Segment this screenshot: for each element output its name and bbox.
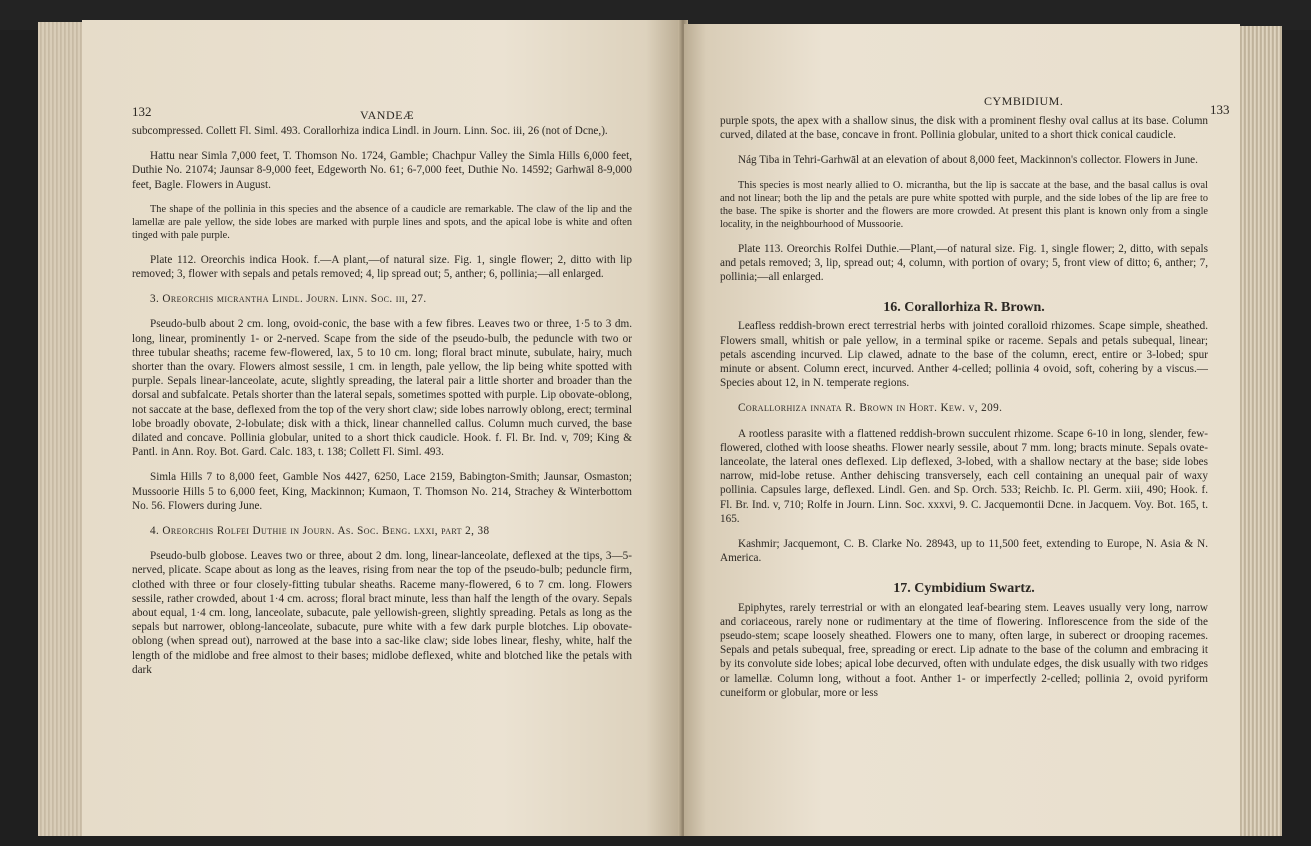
note-paragraph: The shape of the pollinia in this species and the absence of a caudicle are remarkable. The claw of the lip and the lamellæ are pale yellow, the side lobes are marked with purple lines and spots, and the apical lobe is white and often tinged with pale purple.	[132, 203, 632, 241]
locality-paragraph: Nág Tiba in Tehri-Garhwāl at an elevation of about 8,000 feet, Mackinnon's collector. Flowers in June.	[738, 154, 1198, 167]
note-paragraph: This species is most nearly allied to O. micrantha, but the lip is saccate at the base, and the basal callus is oval and not linear; both the lip and the petals are pure white spotted with purple, and the side lobes of the lip are free to the base. The spike is shorter and the flowers are more crowded. At present this plant is known only from a single locality, in the neighbourhood of Mussoorie.	[720, 179, 1208, 230]
genus-description: Epiphytes, rarely terrestrial or with an elongated leaf-bearing stem. Leaves usually very long, narrow and coriaceous, rarely none or rudimentary at the time of flowering. Inflorescence from the side of the pseudo-stem; scape loosely sheathed. Flowers one to many, often large, in suberect or drooping racemes. Sepals and petals subequal, free, spreading or erect. Lip adnate to the base of the column and embracing it by its convolute side lobes; apical lobe decurved, often with undulate edges, the disk usually with two ridges or lamellæ. Column long, without a foot. Anther 1- or imperfectly 2-celled; pollinia 2, ovoid pyriform cuneiform or globular, more or less	[720, 601, 1208, 699]
plate-caption: Plate 112. Oreorchis indica Hook. f.—A plant,—of natural size. Fig. 1, single flower; 2, ditto with lip removed; 3, flower with sepals and petals removed; 4, lip spread out; 5, anther; 6, pollinia;—all enlarged.	[132, 253, 632, 281]
species-description: Pseudo-bulb globose. Leaves two or three, about 2 dm. long, linear-lanceolate, deflexed at the tips, 3—5-nerved, plicate. Scape about as long as the leaves, rising from near the top of the pseudo-bulb; peduncle firm, clothed with three or four closely-fitting tubular sheaths. Raceme many-flowered, 6 to 7 cm. long. Flowers sessile, rather crowded, about 1·4 cm. across; floral bract minute, less than half the length of the ovary. Sepals about equal, 1·4 cm. long, lanceolate, subacute, pale yellowish-green, slightly spreading. Petals as long as the sepals but narrower, oblong-lanceolate, subacute, pure white with a few dark purple blotches. Lip obovate-oblong (when spread out), narrowed at the base into a sac-like claw; side lobes linear, fleshy, white, half the length of the midlobe and free almost to their bases; midlobe deflexed, white and blotched like the petals with dark	[132, 550, 632, 676]
plate-caption: Plate 113. Oreorchis Rolfei Duthie.—Plant,—of natural size. Fig. 1, single flower; 2, ditto, with sepals and petals removed; 3, lip, spread out; 4, column, with portion of ovary; 5, front view of ditto; 6, anther; 7, pollinia;—all enlarged.	[720, 242, 1208, 284]
genus-description: Leafless reddish-brown erect terrestrial herbs with jointed coralloid rhizomes. Scape simple, sheathed. Flowers small, whitish or pale yellow, in a terminal spike or raceme. Sepals and petals subequal, linear; petals ascending incurved. Lip clawed, adnate to the base of the column, erect, entire or 3-lobed; spur minute or absent. Column erect, incurved. Anther 4-celled; pollinia 4 ovoid, soft, cohering by a viscus.—Species about 12, in N. temperate regions.	[720, 320, 1208, 390]
species-description: Pseudo-bulb about 2 cm. long, ovoid-conic, the base with a few fibres. Leaves two or three, 1·5 to 3 dm. long, linear, prominently 1- or 2-nerved. Scape from the side of the pseudo-bulb, the peduncle with two or three tubular sheaths; raceme few-flowered, lax, 5 to 10 cm. long; floral bract minute, subulate, hairy, much shorter than the ovary. Flowers almost sessile, 1 cm. in length, pale yellow, the lip being white spotted with purple. Sepals linear-lanceolate, acute, slightly spreading, the lateral pair a little shorter and broader than the dorsal and subfalcate. Petals shorter than the lateral sepals, sometimes spotted with purple. Lip obovate-oblong, not saccate at the base, deflexed from the top of the very short claw; side lobes narrowly oblong, erect; terminal lobe broadly obovate, 2-lobulate; disk with a thick, linear channelled callus. Column much curved, the base dilated and concave. Pollinia globular, united to a short thick caudicle. Hook. f. Fl. Br. Ind. v, 709; King & Pantl. in Ann. Roy. Bot. Gard. Calc. 183, t. 138; Collett Fl. Siml. 493.	[132, 318, 632, 459]
right-page-edges	[1238, 26, 1282, 836]
species-heading: 3. Oreorchis micrantha Lindl. Journ. Linn. Soc. iii, 27.	[150, 293, 427, 306]
locality-paragraph: Kashmir; Jacquemont, C. B. Clarke No. 28943, up to 11,500 feet, extending to Europe, N. Asia & N. America.	[720, 538, 1208, 565]
left-page-edges	[38, 22, 84, 836]
text-paragraph: Hattu near Simla 7,000 feet, T. Thomson No. 1724, Gamble; Chachpur Valley the Simla Hills 6,000 feet, Duthie No. 21074; Jaunsar 8-9,000 feet, Edgeworth No. 61; 6-7,000 feet, Duthie No. 14592; Garhwāl 8-9,000 feet, Bagle. Flowers in August.	[132, 150, 632, 191]
page-number-right: 133	[1210, 102, 1230, 117]
text-paragraph: purple spots, the apex with a shallow sinus, the disk with a prominent fleshy oval callus at its base. Column curved, dilated at the base, concave in front. Pollinia globular, united to a short thick conical caudicle.	[720, 115, 1208, 142]
right-text-column	[720, 114, 1208, 700]
running-head-left: VANDEÆ	[360, 108, 415, 122]
species-heading: Corallorhiza innata R. Brown in Hort. Kew. v, 209.	[738, 402, 1003, 415]
text-paragraph: subcompressed. Collett Fl. Siml. 493. Corallorhiza indica Lindl. in Journ. Linn. Soc. iii, 26 (not of Dcne,).	[132, 125, 608, 137]
genus-heading: 17. Cymbidium Swartz.	[893, 581, 1035, 597]
right-page	[684, 24, 1240, 836]
running-head-right: CYMBIDIUM.	[984, 94, 1064, 108]
locality-paragraph: Simla Hills 7 to 8,000 feet, Gamble Nos 4427, 6250, Lace 2159, Babington-Smith; Jaunsar, Osmaston; Mussoorie Hills 5 to 6,000 feet, King, Mackinnon; Kumaon, T. Thomson No. 214, Strachey & Winterbottom No. 56. Flowers during June.	[132, 471, 632, 512]
left-text-column	[132, 124, 632, 677]
left-page	[82, 20, 682, 836]
species-heading: 4. Oreorchis Rolfei Duthie in Journ. As. Soc. Beng. lxxi, part 2, 38	[150, 525, 490, 538]
species-description: A rootless parasite with a flattened reddish-brown succulent rhizome. Scape 6-10 in long, slender, few-flowered, clothed with loose sheaths. Flower nearly sessile, about 7 mm. long; bracts minute. Sepals ovate-lanceolate, the lateral ones deflexed. Lip deflexed, 3-lobed, with a shallow nectary at the base; side lobes narrow, mid-lobe retuse. Anther dehiscing transversely, each cell containing an unequal pair of waxy pollinia. Capsules large, deflexed. Lindl. Gen. and Sp. Orch. 533; Reichb. Ic. Pl. Germ. xiii, 490; Hook. f. Fl. Br. Ind. v, 710; Rolfe in Journ. Linn. Soc. xxxvi, 9. C. Jacquemontii Dcne. in Jacquem. Voy. Bot. 165, t. 165.	[720, 427, 1208, 525]
genus-heading: 16. Corallorhiza R. Brown.	[883, 300, 1045, 316]
page-number-left: 132	[132, 104, 152, 119]
